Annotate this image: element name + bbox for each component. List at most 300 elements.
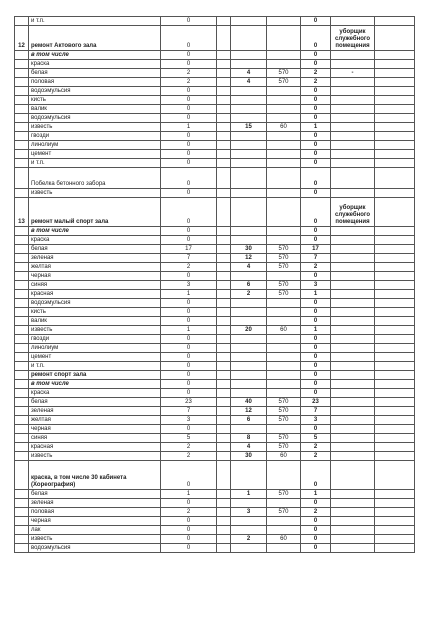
- extra-cell: [375, 227, 415, 236]
- amount-cell: [231, 272, 267, 281]
- price-cell: 570: [267, 69, 301, 78]
- amount-cell: 6: [231, 416, 267, 425]
- table-row: [15, 335, 415, 344]
- blank-cell: [217, 123, 231, 132]
- row-number-cell: [15, 335, 29, 344]
- amount-cell: [231, 168, 267, 189]
- price-cell: 570: [267, 407, 301, 416]
- note-cell: [331, 443, 375, 452]
- item-name-cell: зеленая: [29, 254, 161, 263]
- total-cell: 0: [301, 299, 331, 308]
- amount-cell: [231, 317, 267, 326]
- row-number-cell: [15, 371, 29, 380]
- amount-cell: 12: [231, 254, 267, 263]
- item-name-cell: красная: [29, 443, 161, 452]
- table-row: [15, 272, 415, 281]
- blank-cell: [217, 299, 231, 308]
- blank-cell: [217, 508, 231, 517]
- row-number-cell: [15, 299, 29, 308]
- item-name-cell: белая: [29, 69, 161, 78]
- row-number-cell: [15, 236, 29, 245]
- amount-cell: 4: [231, 78, 267, 87]
- extra-cell: [375, 245, 415, 254]
- row-number-cell: [15, 425, 29, 434]
- quantity-cell: 2: [161, 508, 217, 517]
- blank-cell: [217, 443, 231, 452]
- table-row: [15, 87, 415, 96]
- table-row: [15, 96, 415, 105]
- quantity-cell: 1: [161, 326, 217, 335]
- amount-cell: 15: [231, 123, 267, 132]
- price-cell: [267, 353, 301, 362]
- blank-cell: [217, 78, 231, 87]
- table-row: [15, 159, 415, 168]
- extra-cell: [375, 198, 415, 227]
- item-name-cell: валик: [29, 317, 161, 326]
- blank-cell: [217, 499, 231, 508]
- row-number-cell: [15, 380, 29, 389]
- blank-cell: [217, 114, 231, 123]
- total-cell: 0: [301, 141, 331, 150]
- note-cell: [331, 17, 375, 26]
- total-cell: 0: [301, 51, 331, 60]
- total-cell: 0: [301, 499, 331, 508]
- quantity-cell: 0: [161, 353, 217, 362]
- note-cell: [331, 508, 375, 517]
- quantity-cell: 23: [161, 398, 217, 407]
- blank-cell: [217, 150, 231, 159]
- note-cell: [331, 132, 375, 141]
- blank-cell: [217, 416, 231, 425]
- amount-cell: 8: [231, 434, 267, 443]
- row-number-cell: [15, 281, 29, 290]
- row-number-cell: [15, 499, 29, 508]
- note-cell: [331, 353, 375, 362]
- price-cell: [267, 51, 301, 60]
- extra-cell: [375, 168, 415, 189]
- total-cell: 0: [301, 198, 331, 227]
- note-cell: [331, 416, 375, 425]
- price-cell: [267, 159, 301, 168]
- extra-cell: [375, 123, 415, 132]
- total-cell: 7: [301, 254, 331, 263]
- item-name-cell: водоэмульсия: [29, 299, 161, 308]
- extra-cell: [375, 344, 415, 353]
- quantity-cell: 2: [161, 69, 217, 78]
- extra-cell: [375, 236, 415, 245]
- item-name-cell: известь: [29, 189, 161, 198]
- price-cell: 60: [267, 535, 301, 544]
- quantity-cell: 0: [161, 105, 217, 114]
- blank-cell: [217, 344, 231, 353]
- amount-cell: [231, 227, 267, 236]
- row-number-cell: [15, 105, 29, 114]
- item-name-cell: известь: [29, 123, 161, 132]
- note-cell: [331, 407, 375, 416]
- table-row: [15, 281, 415, 290]
- table-row: [15, 461, 415, 490]
- price-cell: 570: [267, 245, 301, 254]
- item-name-cell: желтая: [29, 416, 161, 425]
- total-cell: 7: [301, 407, 331, 416]
- item-name-cell: кисть: [29, 96, 161, 105]
- quantity-cell: 0: [161, 272, 217, 281]
- blank-cell: [217, 517, 231, 526]
- quantity-cell: 0: [161, 299, 217, 308]
- total-cell: 3: [301, 416, 331, 425]
- amount-cell: [231, 517, 267, 526]
- blank-cell: [217, 26, 231, 51]
- note-cell: уборщик служебного помещения: [331, 198, 375, 227]
- row-number-cell: [15, 245, 29, 254]
- row-number-cell: [15, 308, 29, 317]
- row-number-cell: [15, 326, 29, 335]
- note-cell: [331, 114, 375, 123]
- table-row: [15, 299, 415, 308]
- note-cell: [331, 105, 375, 114]
- blank-cell: [217, 317, 231, 326]
- blank-cell: [217, 17, 231, 26]
- total-cell: 0: [301, 544, 331, 553]
- row-number-cell: [15, 159, 29, 168]
- note-cell: [331, 326, 375, 335]
- note-cell: [331, 227, 375, 236]
- item-name-cell: известь: [29, 326, 161, 335]
- table-row: [15, 425, 415, 434]
- total-cell: 0: [301, 389, 331, 398]
- price-cell: 570: [267, 398, 301, 407]
- row-number-cell: [15, 389, 29, 398]
- item-name-cell: лак: [29, 526, 161, 535]
- blank-cell: [217, 272, 231, 281]
- blank-cell: [217, 236, 231, 245]
- item-name-cell: белая: [29, 398, 161, 407]
- row-number-cell: [15, 526, 29, 535]
- item-name-cell: водоэмульсия: [29, 87, 161, 96]
- price-cell: 570: [267, 263, 301, 272]
- note-cell: [331, 60, 375, 69]
- note-cell: [331, 517, 375, 526]
- blank-cell: [217, 326, 231, 335]
- amount-cell: [231, 51, 267, 60]
- price-cell: [267, 132, 301, 141]
- quantity-cell: 2: [161, 78, 217, 87]
- extra-cell: [375, 141, 415, 150]
- table-row: [15, 398, 415, 407]
- item-name-cell: гвозди: [29, 335, 161, 344]
- price-cell: [267, 87, 301, 96]
- row-number-cell: [15, 51, 29, 60]
- table-row: [15, 344, 415, 353]
- item-name-cell: красная: [29, 290, 161, 299]
- extra-cell: [375, 407, 415, 416]
- note-cell: [331, 51, 375, 60]
- price-cell: [267, 189, 301, 198]
- item-name-cell: зеленая: [29, 407, 161, 416]
- blank-cell: [217, 254, 231, 263]
- extra-cell: [375, 416, 415, 425]
- blank-cell: [217, 51, 231, 60]
- item-name-cell: ремонт малый спорт зала: [29, 198, 161, 227]
- amount-cell: 4: [231, 69, 267, 78]
- extra-cell: [375, 535, 415, 544]
- price-cell: 60: [267, 123, 301, 132]
- price-cell: 570: [267, 508, 301, 517]
- amount-cell: [231, 96, 267, 105]
- table-row: [15, 105, 415, 114]
- row-number-cell: [15, 535, 29, 544]
- blank-cell: [217, 105, 231, 114]
- row-number-cell: [15, 87, 29, 96]
- row-number-cell: [15, 254, 29, 263]
- total-cell: 2: [301, 263, 331, 272]
- quantity-cell: 0: [161, 362, 217, 371]
- note-cell: [331, 272, 375, 281]
- price-cell: 60: [267, 326, 301, 335]
- extra-cell: [375, 17, 415, 26]
- quantity-cell: 3: [161, 281, 217, 290]
- price-cell: [267, 272, 301, 281]
- extra-cell: [375, 189, 415, 198]
- row-number-cell: [15, 150, 29, 159]
- extra-cell: [375, 425, 415, 434]
- price-cell: 570: [267, 78, 301, 87]
- row-number-cell: [15, 344, 29, 353]
- amount-cell: [231, 335, 267, 344]
- table-row: [15, 308, 415, 317]
- blank-cell: [217, 227, 231, 236]
- total-cell: 2: [301, 452, 331, 461]
- blank-cell: [217, 425, 231, 434]
- total-cell: 1: [301, 290, 331, 299]
- item-name-cell: краска: [29, 236, 161, 245]
- price-cell: [267, 299, 301, 308]
- extra-cell: [375, 69, 415, 78]
- extra-cell: [375, 353, 415, 362]
- extra-cell: [375, 299, 415, 308]
- quantity-cell: 0: [161, 87, 217, 96]
- item-name-cell: черная: [29, 517, 161, 526]
- note-cell: [331, 308, 375, 317]
- row-number-cell: [15, 508, 29, 517]
- price-cell: [267, 344, 301, 353]
- price-cell: 570: [267, 290, 301, 299]
- table-row: [15, 371, 415, 380]
- total-cell: 2: [301, 508, 331, 517]
- note-cell: [331, 544, 375, 553]
- table-row: [15, 198, 415, 227]
- total-cell: 0: [301, 236, 331, 245]
- total-cell: 0: [301, 17, 331, 26]
- table-row: [15, 380, 415, 389]
- extra-cell: [375, 281, 415, 290]
- price-cell: [267, 389, 301, 398]
- row-number-cell: [15, 290, 29, 299]
- amount-cell: 6: [231, 281, 267, 290]
- quantity-cell: 7: [161, 407, 217, 416]
- table-row: [15, 69, 415, 78]
- quantity-cell: 0: [161, 308, 217, 317]
- total-cell: 1: [301, 490, 331, 499]
- blank-cell: [217, 380, 231, 389]
- amount-cell: [231, 189, 267, 198]
- blank-cell: [217, 407, 231, 416]
- table-row: [15, 78, 415, 87]
- row-number-cell: [15, 227, 29, 236]
- table-row: [15, 290, 415, 299]
- item-name-cell: линолиум: [29, 344, 161, 353]
- amount-cell: [231, 499, 267, 508]
- amount-cell: [231, 526, 267, 535]
- blank-cell: [217, 362, 231, 371]
- row-number-cell: [15, 317, 29, 326]
- blank-cell: [217, 189, 231, 198]
- table-row: [15, 353, 415, 362]
- table-row: [15, 407, 415, 416]
- total-cell: 0: [301, 380, 331, 389]
- extra-cell: [375, 263, 415, 272]
- blank-cell: [217, 434, 231, 443]
- total-cell: 0: [301, 60, 331, 69]
- price-cell: [267, 141, 301, 150]
- item-name-cell: черная: [29, 425, 161, 434]
- item-name-cell: краска, в том числе 30 кабинета (Хореография): [29, 461, 161, 490]
- quantity-cell: 0: [161, 114, 217, 123]
- extra-cell: [375, 308, 415, 317]
- extra-cell: [375, 443, 415, 452]
- note-cell: [331, 425, 375, 434]
- extra-cell: [375, 114, 415, 123]
- blank-cell: [217, 389, 231, 398]
- price-cell: [267, 236, 301, 245]
- quantity-cell: 17: [161, 245, 217, 254]
- extra-cell: [375, 452, 415, 461]
- item-name-cell: половая: [29, 78, 161, 87]
- quantity-cell: 2: [161, 443, 217, 452]
- amount-cell: 30: [231, 245, 267, 254]
- item-name-cell: цемент: [29, 150, 161, 159]
- item-name-cell: и т.п.: [29, 159, 161, 168]
- extra-cell: [375, 380, 415, 389]
- total-cell: 2: [301, 443, 331, 452]
- extra-cell: [375, 398, 415, 407]
- table-row: [15, 263, 415, 272]
- row-number-cell: [15, 452, 29, 461]
- materials-table-body: [15, 17, 415, 553]
- note-cell: [331, 335, 375, 344]
- blank-cell: [217, 353, 231, 362]
- note-cell: [331, 461, 375, 490]
- price-cell: [267, 17, 301, 26]
- price-cell: [267, 308, 301, 317]
- total-cell: 0: [301, 150, 331, 159]
- amount-cell: [231, 425, 267, 434]
- row-number-cell: [15, 132, 29, 141]
- price-cell: [267, 227, 301, 236]
- extra-cell: [375, 60, 415, 69]
- amount-cell: [231, 461, 267, 490]
- row-number-cell: [15, 141, 29, 150]
- total-cell: 0: [301, 132, 331, 141]
- item-name-cell: водоэмульсия: [29, 544, 161, 553]
- item-name-cell: валик: [29, 105, 161, 114]
- note-cell: [331, 236, 375, 245]
- row-number-cell: [15, 272, 29, 281]
- price-cell: [267, 26, 301, 51]
- item-name-cell: краска: [29, 389, 161, 398]
- price-cell: 570: [267, 254, 301, 263]
- amount-cell: [231, 150, 267, 159]
- quantity-cell: 0: [161, 425, 217, 434]
- amount-cell: [231, 26, 267, 51]
- table-row: [15, 490, 415, 499]
- materials-table: [14, 16, 415, 553]
- row-number-cell: 13: [15, 198, 29, 227]
- item-name-cell: известь: [29, 452, 161, 461]
- extra-cell: [375, 132, 415, 141]
- note-cell: [331, 290, 375, 299]
- table-row: [15, 132, 415, 141]
- quantity-cell: 0: [161, 26, 217, 51]
- price-cell: [267, 168, 301, 189]
- amount-cell: 1: [231, 490, 267, 499]
- blank-cell: [217, 263, 231, 272]
- item-name-cell: синяя: [29, 434, 161, 443]
- total-cell: 0: [301, 535, 331, 544]
- item-name-cell: черная: [29, 272, 161, 281]
- total-cell: 0: [301, 308, 331, 317]
- table-row: [15, 60, 415, 69]
- extra-cell: [375, 371, 415, 380]
- quantity-cell: 0: [161, 344, 217, 353]
- row-number-cell: [15, 69, 29, 78]
- item-name-cell: половая: [29, 508, 161, 517]
- note-cell: [331, 380, 375, 389]
- quantity-cell: 0: [161, 389, 217, 398]
- note-cell: [331, 452, 375, 461]
- note-cell: [331, 96, 375, 105]
- price-cell: [267, 96, 301, 105]
- total-cell: 17: [301, 245, 331, 254]
- total-cell: 0: [301, 425, 331, 434]
- amount-cell: 30: [231, 452, 267, 461]
- quantity-cell: 3: [161, 416, 217, 425]
- amount-cell: [231, 389, 267, 398]
- quantity-cell: 0: [161, 461, 217, 490]
- price-cell: [267, 60, 301, 69]
- row-number-cell: [15, 398, 29, 407]
- total-cell: 0: [301, 526, 331, 535]
- note-cell: -: [331, 69, 375, 78]
- row-number-cell: [15, 544, 29, 553]
- total-cell: 0: [301, 371, 331, 380]
- table-row: [15, 416, 415, 425]
- amount-cell: [231, 17, 267, 26]
- amount-cell: [231, 362, 267, 371]
- row-number-cell: [15, 17, 29, 26]
- extra-cell: [375, 362, 415, 371]
- table-row: [15, 326, 415, 335]
- row-number-cell: [15, 353, 29, 362]
- amount-cell: [231, 380, 267, 389]
- blank-cell: [217, 69, 231, 78]
- table-row: [15, 168, 415, 189]
- table-row: [15, 227, 415, 236]
- quantity-cell: 0: [161, 227, 217, 236]
- note-cell: [331, 344, 375, 353]
- table-row: [15, 517, 415, 526]
- item-name-cell: линолиум: [29, 141, 161, 150]
